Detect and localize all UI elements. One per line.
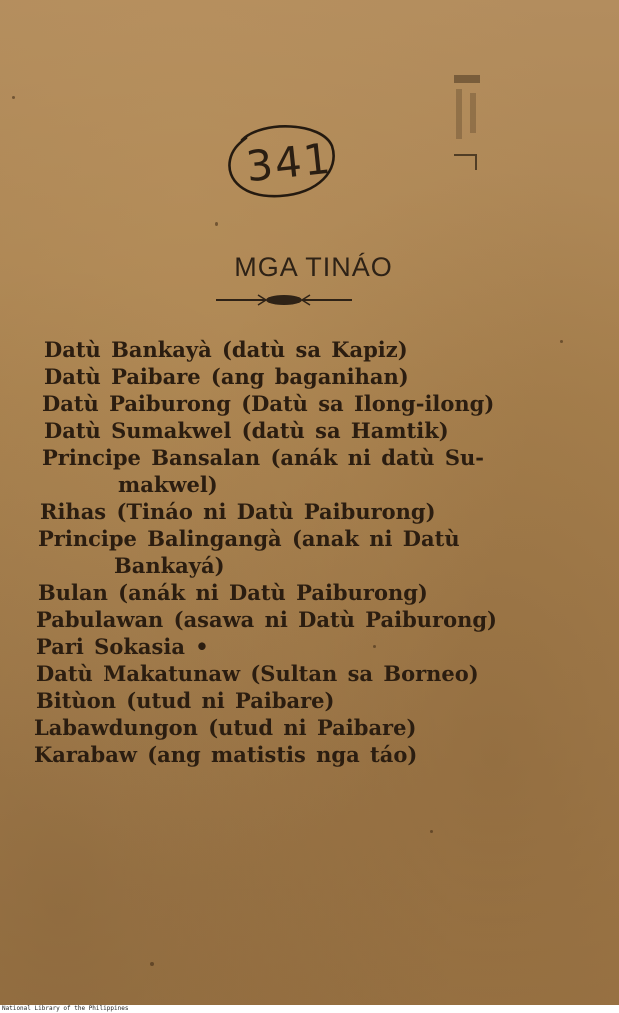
list-item: Labawdungon (utud ni Paibare) <box>34 715 417 740</box>
list-item: Datù Paiburong (Datù sa Ilong-ilong) <box>42 391 495 416</box>
library-credit: National Library of the Philippines <box>2 1005 129 1012</box>
list-item: Karabaw (ang matistis nga táo) <box>34 742 418 767</box>
list-item: Bitùon (utud ni Paibare) <box>36 688 335 713</box>
list-item: Principe Bansalan (anák ni datù Su- makwel) <box>42 445 484 497</box>
list-item: Principe Balingangà (anak ni Datù Bankayá) <box>38 526 460 578</box>
cast-heading: MGA TINÁO <box>234 252 393 282</box>
list-item: Bulan (anák ni Datù Paiburong) <box>38 580 428 605</box>
page-number: 341 <box>243 133 335 192</box>
list-item: Datù Sumakwel (datù sa Hamtik) <box>44 418 449 443</box>
paper-speck <box>430 830 433 833</box>
paper-speck <box>12 96 15 99</box>
list-item: Pabulawan (asawa ni Datù Paiburong) <box>36 607 497 632</box>
list-item: Datù Makatunaw (Sultan sa Borneo) <box>36 661 479 686</box>
list-item: Rihas (Tináo ni Datù Paiburong) <box>40 499 436 524</box>
paper-speck <box>150 962 154 966</box>
list-item: Datù Paibare (ang baganihan) <box>44 364 409 389</box>
stamp-remnant <box>452 75 482 170</box>
list-item: Pari Sokasia • <box>36 634 209 659</box>
list-item: Datù Bankayà (datù sa Kapiz) <box>44 337 408 362</box>
cast-list <box>34 336 534 768</box>
paper-speck <box>560 340 563 343</box>
ornamental-divider <box>214 292 354 308</box>
paper-speck <box>215 222 218 226</box>
